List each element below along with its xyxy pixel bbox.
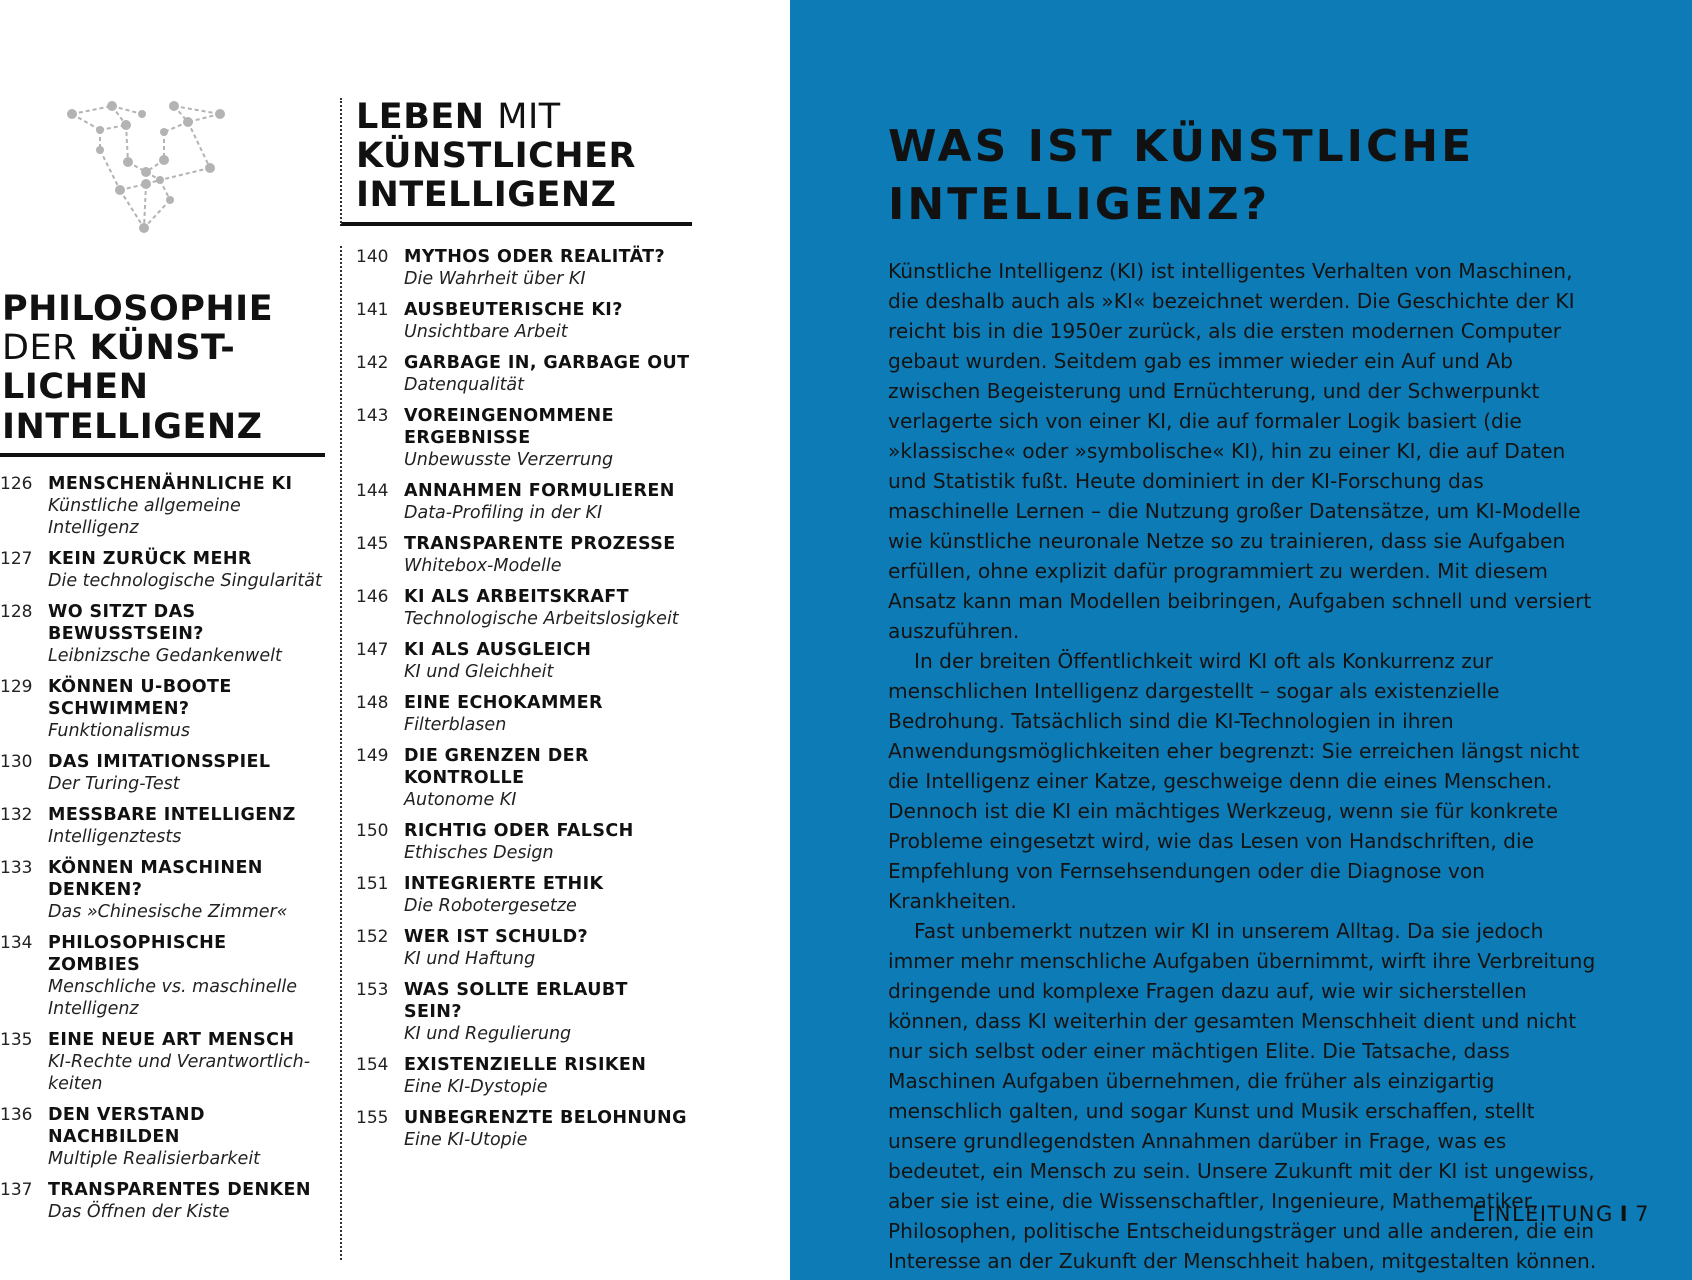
toc-title: DEN VERSTAND NACHBILDEN — [48, 1104, 205, 1147]
toc-page-number: 126 — [0, 473, 33, 494]
toc-subtitle: Autonome KI — [404, 789, 517, 810]
toc-entry[interactable] — [356, 926, 692, 970]
toc-subtitle: KI und Gleichheit — [404, 661, 554, 682]
toc-entry[interactable] — [356, 586, 692, 630]
right-page — [790, 0, 1692, 1280]
heading-line: PHILOSOPHIE — [2, 289, 274, 329]
toc-title: ANNAHMEN FORMULIEREN — [404, 480, 675, 501]
toc-page-number: 128 — [0, 601, 33, 622]
toc-page-number: 133 — [0, 857, 33, 878]
toc-entry[interactable] — [0, 804, 325, 848]
body-paragraph: Fast unbemerkt nutzen wir KI in unserem Alltag. Da sie jedoch immer mehr menschliche Aufgaben übernimmt, wirft ihre Verbreitung dringende und komplexe Fragen dazu auf, wie wir sicherstellen können, dass KI weiterhin der gesamten Menschheit dient und nicht nur sich selbst oder einer mächtigen Elite. Die Tatsache, dass Maschinen Aufgaben übernehmen, die früher als einzigartig menschlich galten, und sogar Kunst und Musik erschaffen, stellt unsere grundlegendsten Annahmen darüber in Frage, was es bedeutet, ein Mensch zu sein. Unsere Zukunft mit der KI ist ungewiss, aber sie ist eine, die Wissenschaftler, Ingenieure, Mathematiker, Philosophen, politische Entscheidungsträger und alle anderen, die ein Interesse an der Zukunft der Menschheit haben, mitgestalten können. — [888, 919, 1597, 1273]
toc-entry[interactable] — [356, 873, 692, 917]
toc-subtitle: Die technologische Singularität — [48, 570, 322, 591]
toc-entry[interactable] — [356, 639, 692, 683]
toc-title: MESSBARE INTELLIGENZ — [48, 804, 296, 825]
toc-title: WER IST SCHULD? — [404, 926, 589, 947]
toc-title: GARBAGE IN, GARBAGE OUT — [404, 352, 690, 373]
toc-title: DAS IMITATIONSSPIEL — [48, 751, 271, 772]
toc-page-number: 136 — [0, 1104, 33, 1125]
toc-title: INTEGRIERTE ETHIK — [404, 873, 604, 894]
toc-title: UNBEGRENZTE BELOHNUNG — [404, 1107, 687, 1128]
toc-entry[interactable] — [0, 676, 325, 742]
toc-title: WAS SOLLTE ERLAUBT SEIN? — [404, 979, 628, 1022]
toc-title: RICHTIG ODER FALSCH — [404, 820, 634, 841]
toc-entry[interactable] — [0, 1179, 325, 1223]
toc-entry[interactable] — [0, 932, 325, 1020]
toc-section-living — [340, 98, 692, 1260]
toc-page-number: 130 — [0, 751, 33, 772]
toc-title: MYTHOS ODER REALITÄT? — [404, 246, 666, 267]
toc-subtitle: Eine KI-Dystopie — [404, 1076, 548, 1097]
toc-entry[interactable] — [0, 1104, 325, 1170]
toc-page-number: 146 — [356, 586, 389, 607]
toc-subtitle: Unbewusste Verzerrung — [404, 449, 614, 470]
toc-title: KÖNNEN MASCHINEN DENKEN? — [48, 857, 263, 900]
toc-entry[interactable] — [0, 601, 325, 667]
toc-entry[interactable] — [356, 692, 692, 736]
toc-subtitle: Funktionalismus — [48, 720, 191, 741]
toc-subtitle: Datenqualität — [404, 374, 525, 395]
heading-line: INTELLIGENZ — [356, 175, 617, 216]
toc-page-number: 140 — [356, 246, 389, 267]
toc-entry[interactable] — [0, 857, 325, 923]
toc-subtitle: Das »Chinesische Zimmer« — [48, 901, 288, 922]
toc-entry[interactable] — [356, 405, 692, 471]
toc-title: KEIN ZURÜCK MEHR — [48, 548, 252, 569]
toc-list — [0, 473, 325, 1223]
toc-title: EINE ECHOKAMMER — [404, 692, 603, 713]
heading-line: LEBEN — [356, 97, 485, 137]
toc-entry[interactable] — [356, 820, 692, 864]
toc-page-number: 141 — [356, 299, 389, 320]
toc-subtitle: Leibnizsche Gedankenwelt — [48, 645, 282, 666]
toc-page-number: 149 — [356, 745, 389, 766]
toc-subtitle: Die Wahrheit über KI — [404, 268, 586, 289]
title-line: INTELLIGENZ? — [888, 179, 1271, 230]
toc-page-number: 137 — [0, 1179, 33, 1200]
network-graph-icon — [60, 100, 250, 260]
toc-title: KI ALS AUSGLEICH — [404, 639, 592, 660]
toc-entry[interactable] — [0, 1029, 325, 1095]
toc-section-philosophy — [0, 290, 325, 1232]
body-paragraph: Künstliche Intelligenz (KI) ist intelligentes Verhalten von Maschinen, die deshalb auch als »KI« bezeichnet werden. Die Geschichte der KI reicht bis in die 1950er zurück, als die ersten modernen Computer gebaut wurden. Seitdem gab es immer wieder ein Auf und Ab zwischen Begeisterung und Ernüchterung, und der Schwerpunkt verlagerte sich von einer KI, die auf formaler Logik basiert (die »klassische« oder »symbolische« KI), hin zu einer KI, die auf Daten und Statistik fußt. Heute dominiert in der KI-Forschung das maschinelle Lernen – die Nutzung großer Datensätze, um KI-Modelle wie künstliche neuronale Netze so zu trainieren, dass sie Aufgaben erfüllen, ohne explizit dafür programmiert zu werden. Mit diesem Ansatz kann man Modellen beibringen, Aufgaben schnell und versiert auszuführen. — [888, 259, 1592, 643]
toc-subtitle: Künstliche allgemeine Intelligenz — [48, 495, 241, 538]
toc-title: PHILOSOPHISCHE ZOMBIES — [48, 932, 227, 975]
toc-page-number: 142 — [356, 352, 389, 373]
toc-subtitle: Menschliche vs. maschinelle Intelligenz — [48, 976, 297, 1019]
toc-title: MENSCHENÄHNLICHE KI — [48, 473, 293, 494]
toc-page-number: 150 — [356, 820, 389, 841]
toc-entry[interactable] — [356, 1054, 692, 1098]
toc-title: EXISTENZIELLE RISIKEN — [404, 1054, 647, 1075]
body-paragraph: In der breiten Öffentlichkeit wird KI oft als Konkurrenz zur menschlichen Intelligenz dargestellt – sogar als existenzielle Bedrohung. Tatsächlich sind die KI-Technologien in ihren Anwendungsmöglichkeiten eher begrenzt: Sie erreichen längst nicht die Intelligenz einer Katze, geschweige denn die eines Menschen. Dennoch ist die KI ein mächtiges Werkzeug, wenn sie für konkrete Probleme eingesetzt wird, wie das Lesen von Handschriften, die Empfehlung von Fernsehsendungen oder die Diagnose von Krankheiten. — [888, 649, 1580, 913]
toc-subtitle: Das Öffnen der Kiste — [48, 1201, 230, 1222]
toc-entry[interactable] — [356, 480, 692, 524]
toc-page-number: 134 — [0, 932, 33, 953]
toc-subtitle: Eine KI-Utopie — [404, 1129, 528, 1150]
page-number: 7 — [1635, 1202, 1650, 1226]
toc-page-number: 153 — [356, 979, 389, 1000]
toc-page-number: 151 — [356, 873, 389, 894]
heading-line: INTELLIGENZ — [2, 406, 263, 447]
toc-page-number: 143 — [356, 405, 389, 426]
toc-entry[interactable] — [356, 533, 692, 577]
toc-page-number: 152 — [356, 926, 389, 947]
toc-subtitle: Whitebox-Modelle — [404, 555, 562, 576]
toc-entry[interactable] — [0, 473, 325, 539]
toc-page-number: 147 — [356, 639, 389, 660]
toc-title: DIE GRENZEN DER KONTROLLE — [404, 745, 589, 788]
toc-title: EINE NEUE ART MENSCH — [48, 1029, 295, 1050]
toc-entry[interactable] — [0, 751, 325, 795]
heading-line: LICHEN — [2, 367, 149, 408]
toc-page-number: 129 — [0, 676, 33, 697]
toc-subtitle: Ethisches Design — [404, 842, 554, 863]
toc-page-number: 154 — [356, 1054, 389, 1075]
toc-subtitle: Die Robotergesetze — [404, 895, 577, 916]
page-title — [888, 118, 1608, 234]
heading-light-word: MIT — [497, 97, 561, 137]
toc-title: VOREINGENOMMENE ERGEBNISSE — [404, 405, 614, 448]
toc-subtitle: KI und Haftung — [404, 948, 536, 969]
toc-entry[interactable] — [356, 299, 692, 343]
toc-title: AUSBEUTERISCHE KI? — [404, 299, 623, 320]
toc-title: KÖNNEN U-BOOTE SCHWIMMEN? — [48, 676, 232, 719]
toc-page-number: 145 — [356, 533, 389, 554]
toc-page-number: 127 — [0, 548, 33, 569]
toc-list — [340, 246, 692, 1260]
toc-page-number: 132 — [0, 804, 33, 825]
toc-title: KI ALS ARBEITSKRAFT — [404, 586, 629, 607]
toc-subtitle: Multiple Realisierbarkeit — [48, 1148, 261, 1169]
toc-subtitle: KI und Regulierung — [404, 1023, 572, 1044]
toc-title: WO SITZT DAS BEWUSSTSEIN? — [48, 601, 204, 644]
toc-page-number: 135 — [0, 1029, 33, 1050]
toc-entry[interactable] — [356, 352, 692, 396]
toc-title: TRANSPARENTE PROZESSE — [404, 533, 676, 554]
toc-subtitle: KI-Rechte und Verantwortlich-keiten — [48, 1051, 311, 1094]
footer-section: EINLEITUNG — [1472, 1202, 1614, 1226]
toc-entry[interactable] — [356, 246, 692, 290]
toc-entry[interactable] — [0, 548, 325, 592]
toc-entry[interactable] — [356, 745, 692, 811]
toc-entry[interactable] — [356, 1107, 692, 1151]
heading-line: KÜNST- — [89, 328, 236, 369]
page-footer — [1472, 1202, 1650, 1226]
toc-page-number: 144 — [356, 480, 389, 501]
toc-subtitle: Filterblasen — [404, 714, 507, 735]
toc-subtitle: Technologische Arbeitslosigkeit — [404, 608, 679, 629]
section-heading — [340, 98, 692, 226]
left-page — [0, 0, 790, 1280]
toc-subtitle: Data-Profiling in der KI — [404, 502, 603, 523]
toc-subtitle: Intelligenztests — [48, 826, 182, 847]
toc-entry[interactable] — [356, 979, 692, 1045]
heading-line: KÜNSTLICHER — [356, 136, 636, 177]
section-heading — [0, 290, 325, 457]
toc-subtitle: Der Turing-Test — [48, 773, 180, 794]
footer-separator: I — [1619, 1202, 1630, 1226]
toc-page-number: 155 — [356, 1107, 389, 1128]
intro-body — [888, 256, 1608, 1276]
title-line: WAS IST KÜNSTLICHE — [888, 121, 1475, 172]
heading-light-word: DER — [2, 328, 77, 369]
toc-subtitle: Unsichtbare Arbeit — [404, 321, 568, 342]
toc-page-number: 148 — [356, 692, 389, 713]
toc-title: TRANSPARENTES DENKEN — [48, 1179, 311, 1200]
